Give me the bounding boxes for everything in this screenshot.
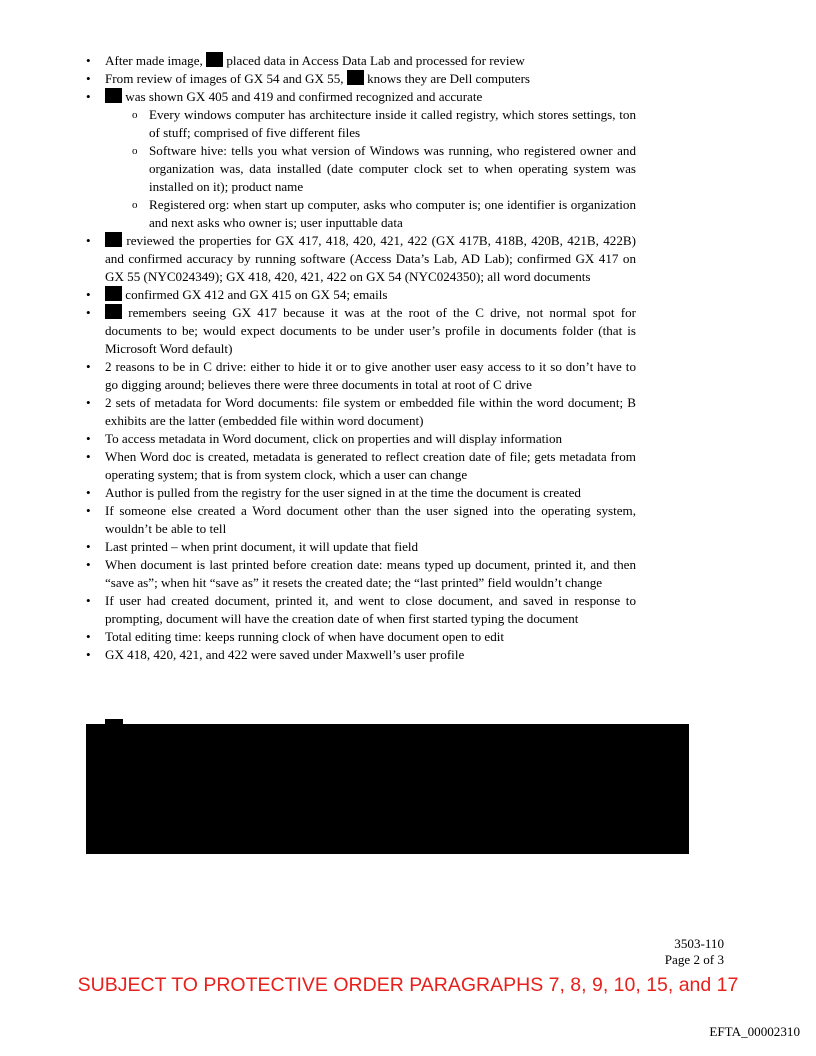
note-item: • 2 sets of metadata for Word documents: file system or embedded file within the word document; B exhibits are the latter (embedded file within word document) (86, 394, 636, 430)
note-item (86, 286, 636, 304)
page-footer (665, 936, 724, 968)
note-text: placed data in Access Data Lab and processed for review (226, 53, 525, 68)
note-item: • Total editing time: keeps running clock of when have document open to edit (86, 628, 636, 646)
note-item: • GX 418, 420, 421, and 422 were saved under Maxwell’s user profile (86, 646, 636, 664)
redaction-block (86, 724, 689, 854)
bates-number: EFTA_00002310 (709, 1024, 800, 1039)
note-item: • When Word doc is created, metadata is generated to reflect creation date of file; gets metadata from operating system; that is from system clock, which a user can change (86, 448, 636, 484)
note-item: • Author is pulled from the registry for the user signed in at the time the document is created (86, 484, 636, 502)
redaction-box (105, 286, 122, 301)
page-number: Page 2 of 3 (664, 952, 724, 967)
sub-item: o Software hive: tells you what version of Windows was running, who registered owner and organization was, data installed (date computer clock set to when operating system was installed on it); product name (130, 142, 636, 196)
note-item: • When document is last printed before creation date: means typed up document, printed it, and then “save as”; when hit “save as” it resets the created date; the “last printed” field wouldn’t change (86, 556, 636, 592)
sub-item: o Every windows computer has architecture inside it called registry, which stores settings, ton of stuff; comprised of five different files (130, 106, 636, 142)
redaction-box (347, 70, 364, 85)
note-text: confirmed GX 412 and GX 415 on GX 54; emails (125, 287, 388, 302)
redaction-box (105, 304, 122, 319)
note-item: • Last printed – when print document, it will update that field (86, 538, 636, 556)
note-item: • 2 reasons to be in C drive: either to hide it or to give another user easy access to it so don’t have to go digging around; believes there were three documents in total at root of C drive (86, 358, 636, 394)
note-item (86, 88, 636, 232)
redaction-box (105, 88, 122, 103)
redaction-box (206, 52, 223, 67)
notes-list (86, 52, 636, 664)
note-item (86, 70, 636, 88)
note-text: From review of images of GX 54 and GX 55, (105, 71, 344, 86)
note-text: remembers seeing GX 417 because it was at the root of the C drive, not normal spot for documents to be; would expect documents to be under user’s profile in documents folder (that is Microsoft Word default) (105, 305, 636, 356)
note-text: After made image, (105, 53, 203, 68)
note-item (86, 232, 636, 286)
note-item (86, 304, 636, 358)
redaction-box (105, 232, 122, 247)
note-item: • If someone else created a Word document other than the user signed into the operating system, wouldn’t be able to tell (86, 502, 636, 538)
note-text: reviewed the properties for GX 417, 418, 420, 421, 422 (GX 417B, 418B, 420B, 421B, 422B) and confirmed accuracy by running software (Access Data’s Lab, AD Lab); confirmed GX 417 on GX 55 (NYC024349); GX 418, 420, 421, 422 on GX 54 (NYC024350); all word documents (105, 233, 636, 284)
note-item: • If user had created document, printed it, and went to close document, and saved in response to prompting, document will have the creation date of when first started typing the document (86, 592, 636, 628)
note-item: • To access metadata in Word document, click on properties and will display information (86, 430, 636, 448)
protective-order-notice: SUBJECT TO PROTECTIVE ORDER PARAGRAPHS 7, 8, 9, 10, 15, and 17 (77, 974, 739, 996)
interview-notes (86, 52, 636, 664)
file-number: 3503-110 (674, 936, 724, 951)
note-item (86, 52, 636, 70)
sub-list (105, 106, 636, 232)
sub-item: o Registered org: when start up computer, asks who computer is; one identifier is organization and next asks who owner is; user inputtable data (130, 196, 636, 232)
note-text: was shown GX 405 and 419 and confirmed recognized and accurate (125, 89, 483, 104)
note-text: knows they are Dell computers (367, 71, 531, 86)
